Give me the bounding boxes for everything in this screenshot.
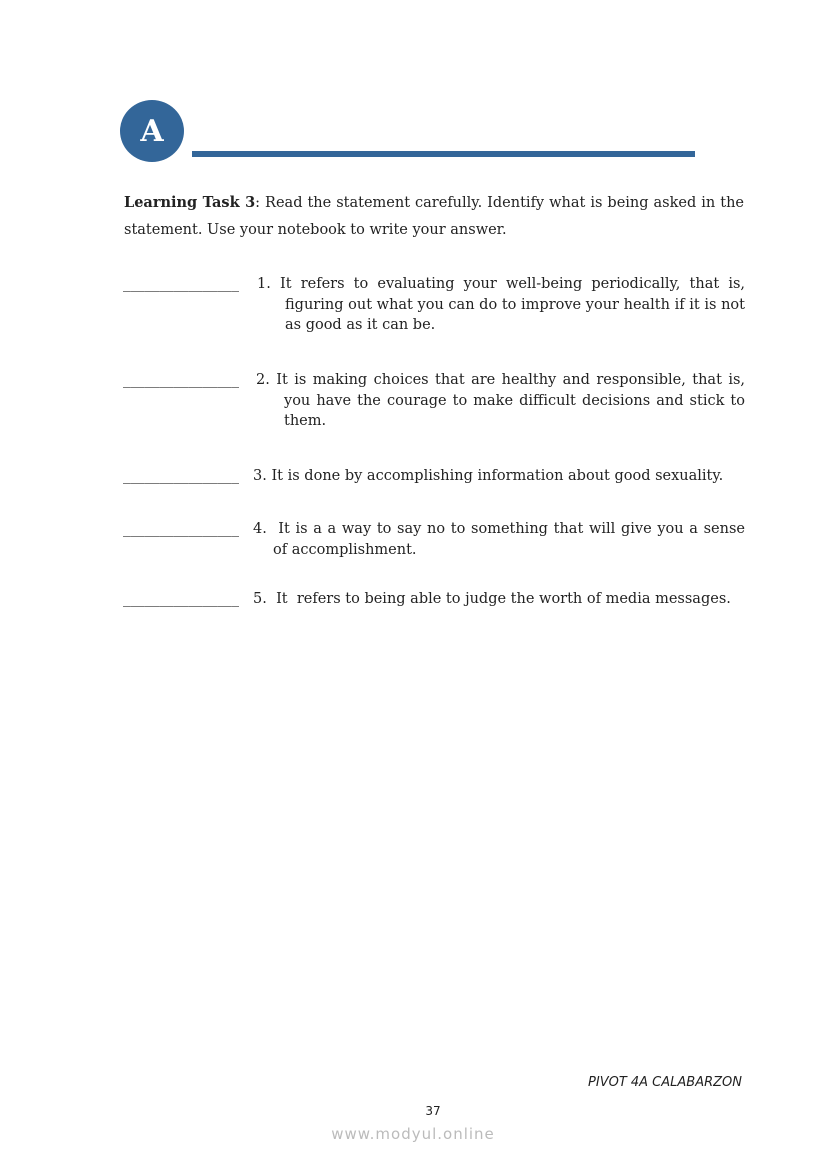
footer-brand: PIVOT 4A CALABARZON	[588, 1075, 742, 1090]
item-text: It refers to evaluating your well-being periodically, that is, figuring out what you can do to improve your health if it is not as good as it can be.	[280, 276, 746, 333]
item-number: 5.	[253, 591, 267, 607]
item-text: It refers to being able to judge the worth of media messages.	[276, 591, 731, 607]
item-number: 2.	[256, 372, 270, 388]
item-text: It is a a way to say no to something that will give you a sense of accomplishment.	[273, 521, 745, 558]
page-number: 37	[425, 1104, 441, 1118]
item-text: It is making choices that are healthy and responsible, that is, you have the courage to make difficult decisions and stick to them.	[276, 372, 746, 429]
watermark: www.modyul.online	[331, 1125, 495, 1143]
answer-blank: ________________	[123, 591, 239, 607]
item-number: 4.	[253, 521, 267, 537]
item-text: It is done by accomplishing information about good sexuality.	[271, 468, 724, 484]
section-badge: A	[120, 100, 184, 162]
item-number: 3.	[253, 468, 267, 484]
answer-blank: ________________	[123, 521, 239, 537]
answer-blank: ________________	[123, 468, 239, 484]
instructions	[124, 189, 744, 244]
item-number: 1.	[257, 276, 271, 292]
task-label: Learning Task 3	[124, 194, 256, 211]
answer-blank: ________________	[123, 276, 239, 292]
instructions-text: : Read the statement carefully. Identify what is being asked in the statement. Use your notebook to write your answer.	[124, 195, 744, 238]
header-rule	[192, 151, 695, 157]
answer-blank: ________________	[123, 372, 239, 388]
